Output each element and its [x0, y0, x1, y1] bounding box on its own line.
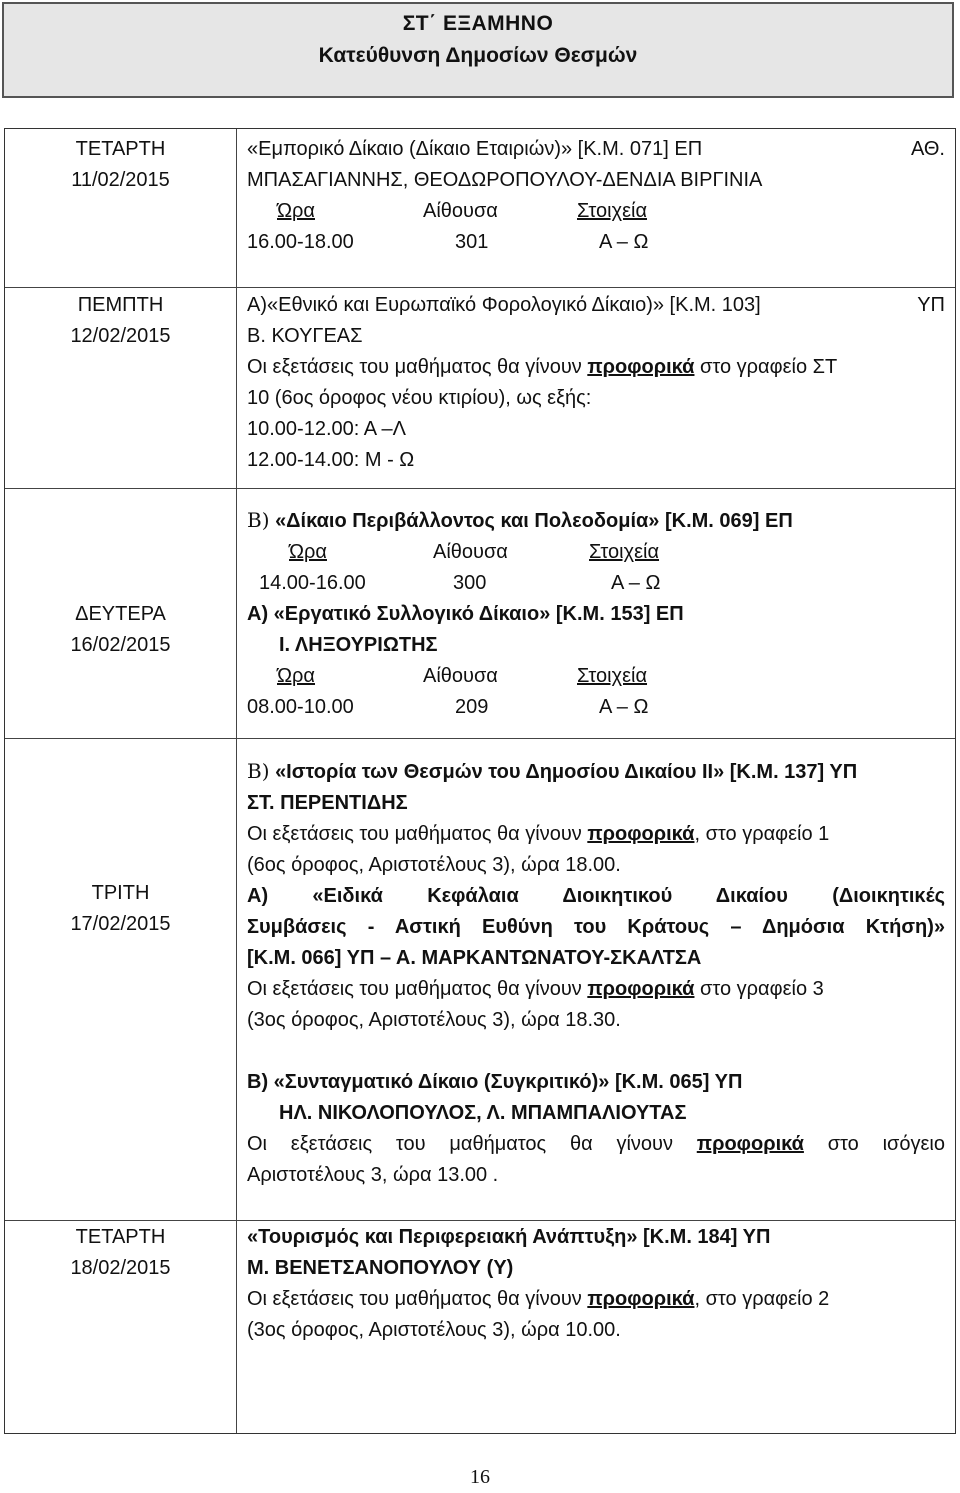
day-name: ΤΡΙΤΗ — [91, 882, 150, 904]
course-type: ΥΠ — [917, 294, 945, 316]
exam-note-line2: 10 (6ος όροφος νέου κτιρίου), ως εξής: — [247, 387, 592, 409]
exam-note: Οι εξετάσεις του μαθήματος θα γίνουν προφορικά στο γραφείο 3 — [247, 978, 824, 1000]
day-cell — [5, 129, 237, 287]
exam-room: 301 — [455, 231, 489, 253]
course-cell — [247, 134, 945, 258]
table-row — [5, 489, 955, 739]
course-teacher-prefix: ΑΘ. — [910, 138, 945, 160]
exam-letters: Α – Ω — [599, 231, 649, 253]
course-teacher: Β. ΚΟΥΓΕΑΣ — [247, 325, 363, 347]
day-cell — [5, 1221, 237, 1433]
oral-emphasis: προφορικά — [587, 356, 695, 378]
exam-note: Οι εξετάσεις του μαθήματος θα γίνουν προφορικά στο ισόγειο — [247, 1133, 945, 1155]
track-title: Κατεύθυνση Δημοσίων Θεσμών — [318, 44, 638, 67]
day-cell — [5, 739, 237, 1220]
day-date: 16/02/2015 — [70, 634, 171, 656]
table-row — [5, 1221, 955, 1433]
day-name: ΤΕΤΑΡΤΗ — [75, 138, 166, 160]
semester-title: ΣΤ΄ ΕΞΑΜΗΝΟ — [402, 12, 554, 35]
exam-letters: Α – Ω — [599, 696, 649, 718]
day-date: 12/02/2015 — [70, 325, 171, 347]
course-title-line: [Κ.Μ. 066] ΥΠ – Α. ΜΑΡΚΑΝΤΩΝΑΤΟΥ-ΣΚΑΛΤΣΑ — [247, 947, 702, 969]
course-cell — [247, 505, 945, 723]
day-name: ΤΕΤΑΡΤΗ — [75, 1226, 166, 1248]
course-cell — [247, 290, 945, 476]
room-header: Αίθουσα — [423, 200, 498, 222]
time-header: Ώρα — [277, 200, 315, 222]
course-teachers: ΜΠΑΣΑΓΙΑΝΝΗΣ, ΘΕΟΔΩΡΟΠΟΥΛΟΥ-ΔΕΝΔΙΑ ΒΙΡΓΙΝΙΑ — [247, 169, 763, 191]
table-row — [5, 739, 955, 1221]
exam-note: Οι εξετάσεις του μαθήματος θα γίνουν προφορικά, στο γραφείο 1 — [247, 823, 830, 845]
course-title: Β) «Συνταγματικό Δίκαιο (Συγκριτικό)» [Κ.Μ. 065] ΥΠ — [247, 1071, 743, 1093]
course-title: Α) «Εργατικό Συλλογικό Δίκαιο» [Κ.Μ. 153] ΕΠ — [247, 603, 684, 625]
exam-schedule-table — [4, 128, 956, 1434]
course-title: «Τουρισμός και Περιφερειακή Ανάπτυξη» [Κ.Μ. 184] ΥΠ — [247, 1226, 771, 1248]
oral-emphasis: προφορικά — [696, 1133, 804, 1155]
schedule-header — [247, 196, 945, 227]
course-title: «Ιστορία των Θεσμών του Δημοσίου Δικαίου ΙΙ» [Κ.Μ. 137] ΥΠ — [275, 761, 858, 783]
day-date: 17/02/2015 — [70, 913, 171, 935]
letters-header: Στοιχεία — [589, 541, 660, 563]
time-header: Ώρα — [277, 665, 315, 687]
option-label: Β) — [247, 508, 270, 532]
time-header: Ώρα — [289, 541, 327, 563]
course-teachers: ΗΛ. ΝΙΚΟΛΟΠΟΥΛΟΣ, Λ. ΜΠΑΜΠΑΛΙΟΥΤΑΣ — [279, 1102, 687, 1124]
exam-time: 08.00-10.00 — [247, 696, 354, 718]
page-number: 16 — [470, 1466, 490, 1488]
exam-note-line2: (3ος όροφος, Αριστοτέλους 3), ώρα 10.00. — [247, 1319, 621, 1341]
semester-header — [2, 2, 954, 98]
oral-emphasis: προφορικά — [587, 1288, 695, 1310]
letters-header: Στοιχεία — [577, 665, 648, 687]
exam-slot: 12.00-14.00: Μ - Ω — [247, 449, 415, 471]
schedule-header — [247, 537, 945, 568]
exam-note-line2: Αριστοτέλους 3, ώρα 13.00 . — [247, 1164, 499, 1186]
course-teacher: Μ. ΒΕΝΕΤΣΑΝΟΠΟΥΛΟΥ (Υ) — [247, 1257, 514, 1279]
course-title: Α)«Εθνικό και Ευρωπαϊκό Φορολογικό Δίκαιο)» [Κ.Μ. 103] — [247, 294, 761, 316]
day-name: ΠΕΜΠΤΗ — [77, 294, 164, 316]
exam-time: 16.00-18.00 — [247, 231, 354, 253]
exam-slot: 10.00-12.00: Α –Λ — [247, 418, 407, 440]
day-name: ΔΕΥΤΕΡΑ — [75, 603, 166, 625]
exam-room: 209 — [455, 696, 489, 718]
course-title-line: Συμβάσεις - Αστική Ευθύνη του Κράτους – Δημόσια Κτήση)» — [247, 916, 945, 938]
day-cell — [5, 489, 237, 738]
course-title-line: Α) «Ειδικά Κεφάλαια Διοικητικού Δικαίου (Διοικητικές — [247, 885, 945, 907]
course-teacher: ΣΤ. ΠΕΡΕΝΤΙΔΗΣ — [247, 792, 408, 814]
day-date: 18/02/2015 — [70, 1257, 171, 1279]
table-row — [5, 129, 955, 288]
oral-emphasis: προφορικά — [587, 978, 695, 1000]
schedule-header — [247, 661, 945, 692]
day-date: 11/02/2015 — [71, 169, 170, 191]
room-header: Αίθουσα — [433, 541, 508, 563]
exam-note: Οι εξετάσεις του μαθήματος θα γίνουν προφορικά στο γραφείο ΣΤ — [247, 356, 838, 378]
exam-note-line2: (3ος όροφος, Αριστοτέλους 3), ώρα 18.30. — [247, 1009, 621, 1031]
room-header: Αίθουσα — [423, 665, 498, 687]
course-cell — [247, 756, 945, 1191]
letters-header: Στοιχεία — [577, 200, 648, 222]
option-label: Β) — [247, 759, 270, 783]
exam-room: 300 — [453, 572, 487, 594]
exam-note: Οι εξετάσεις του μαθήματος θα γίνουν προφορικά, στο γραφείο 2 — [247, 1288, 830, 1310]
course-cell — [247, 1222, 945, 1346]
oral-emphasis: προφορικά — [587, 823, 695, 845]
exam-time: 14.00-16.00 — [259, 572, 366, 594]
course-title: «Δίκαιο Περιβάλλοντος και Πολεοδομία» [Κ.Μ. 069] ΕΠ — [275, 510, 793, 532]
course-teacher: Ι. ΛΗΞΟΥΡΙΩΤΗΣ — [279, 634, 438, 656]
table-row — [5, 288, 955, 489]
exam-note-line2: (6ος όροφος, Αριστοτέλους 3), ώρα 18.00. — [247, 854, 621, 876]
schedule-values — [247, 568, 945, 599]
schedule-values — [247, 227, 945, 258]
day-cell — [5, 288, 237, 488]
schedule-values — [247, 692, 945, 723]
exam-letters: Α – Ω — [611, 572, 661, 594]
course-title: «Εμπορικό Δίκαιο (Δίκαιο Εταιριών)» [Κ.Μ. 071] ΕΠ — [247, 138, 703, 160]
